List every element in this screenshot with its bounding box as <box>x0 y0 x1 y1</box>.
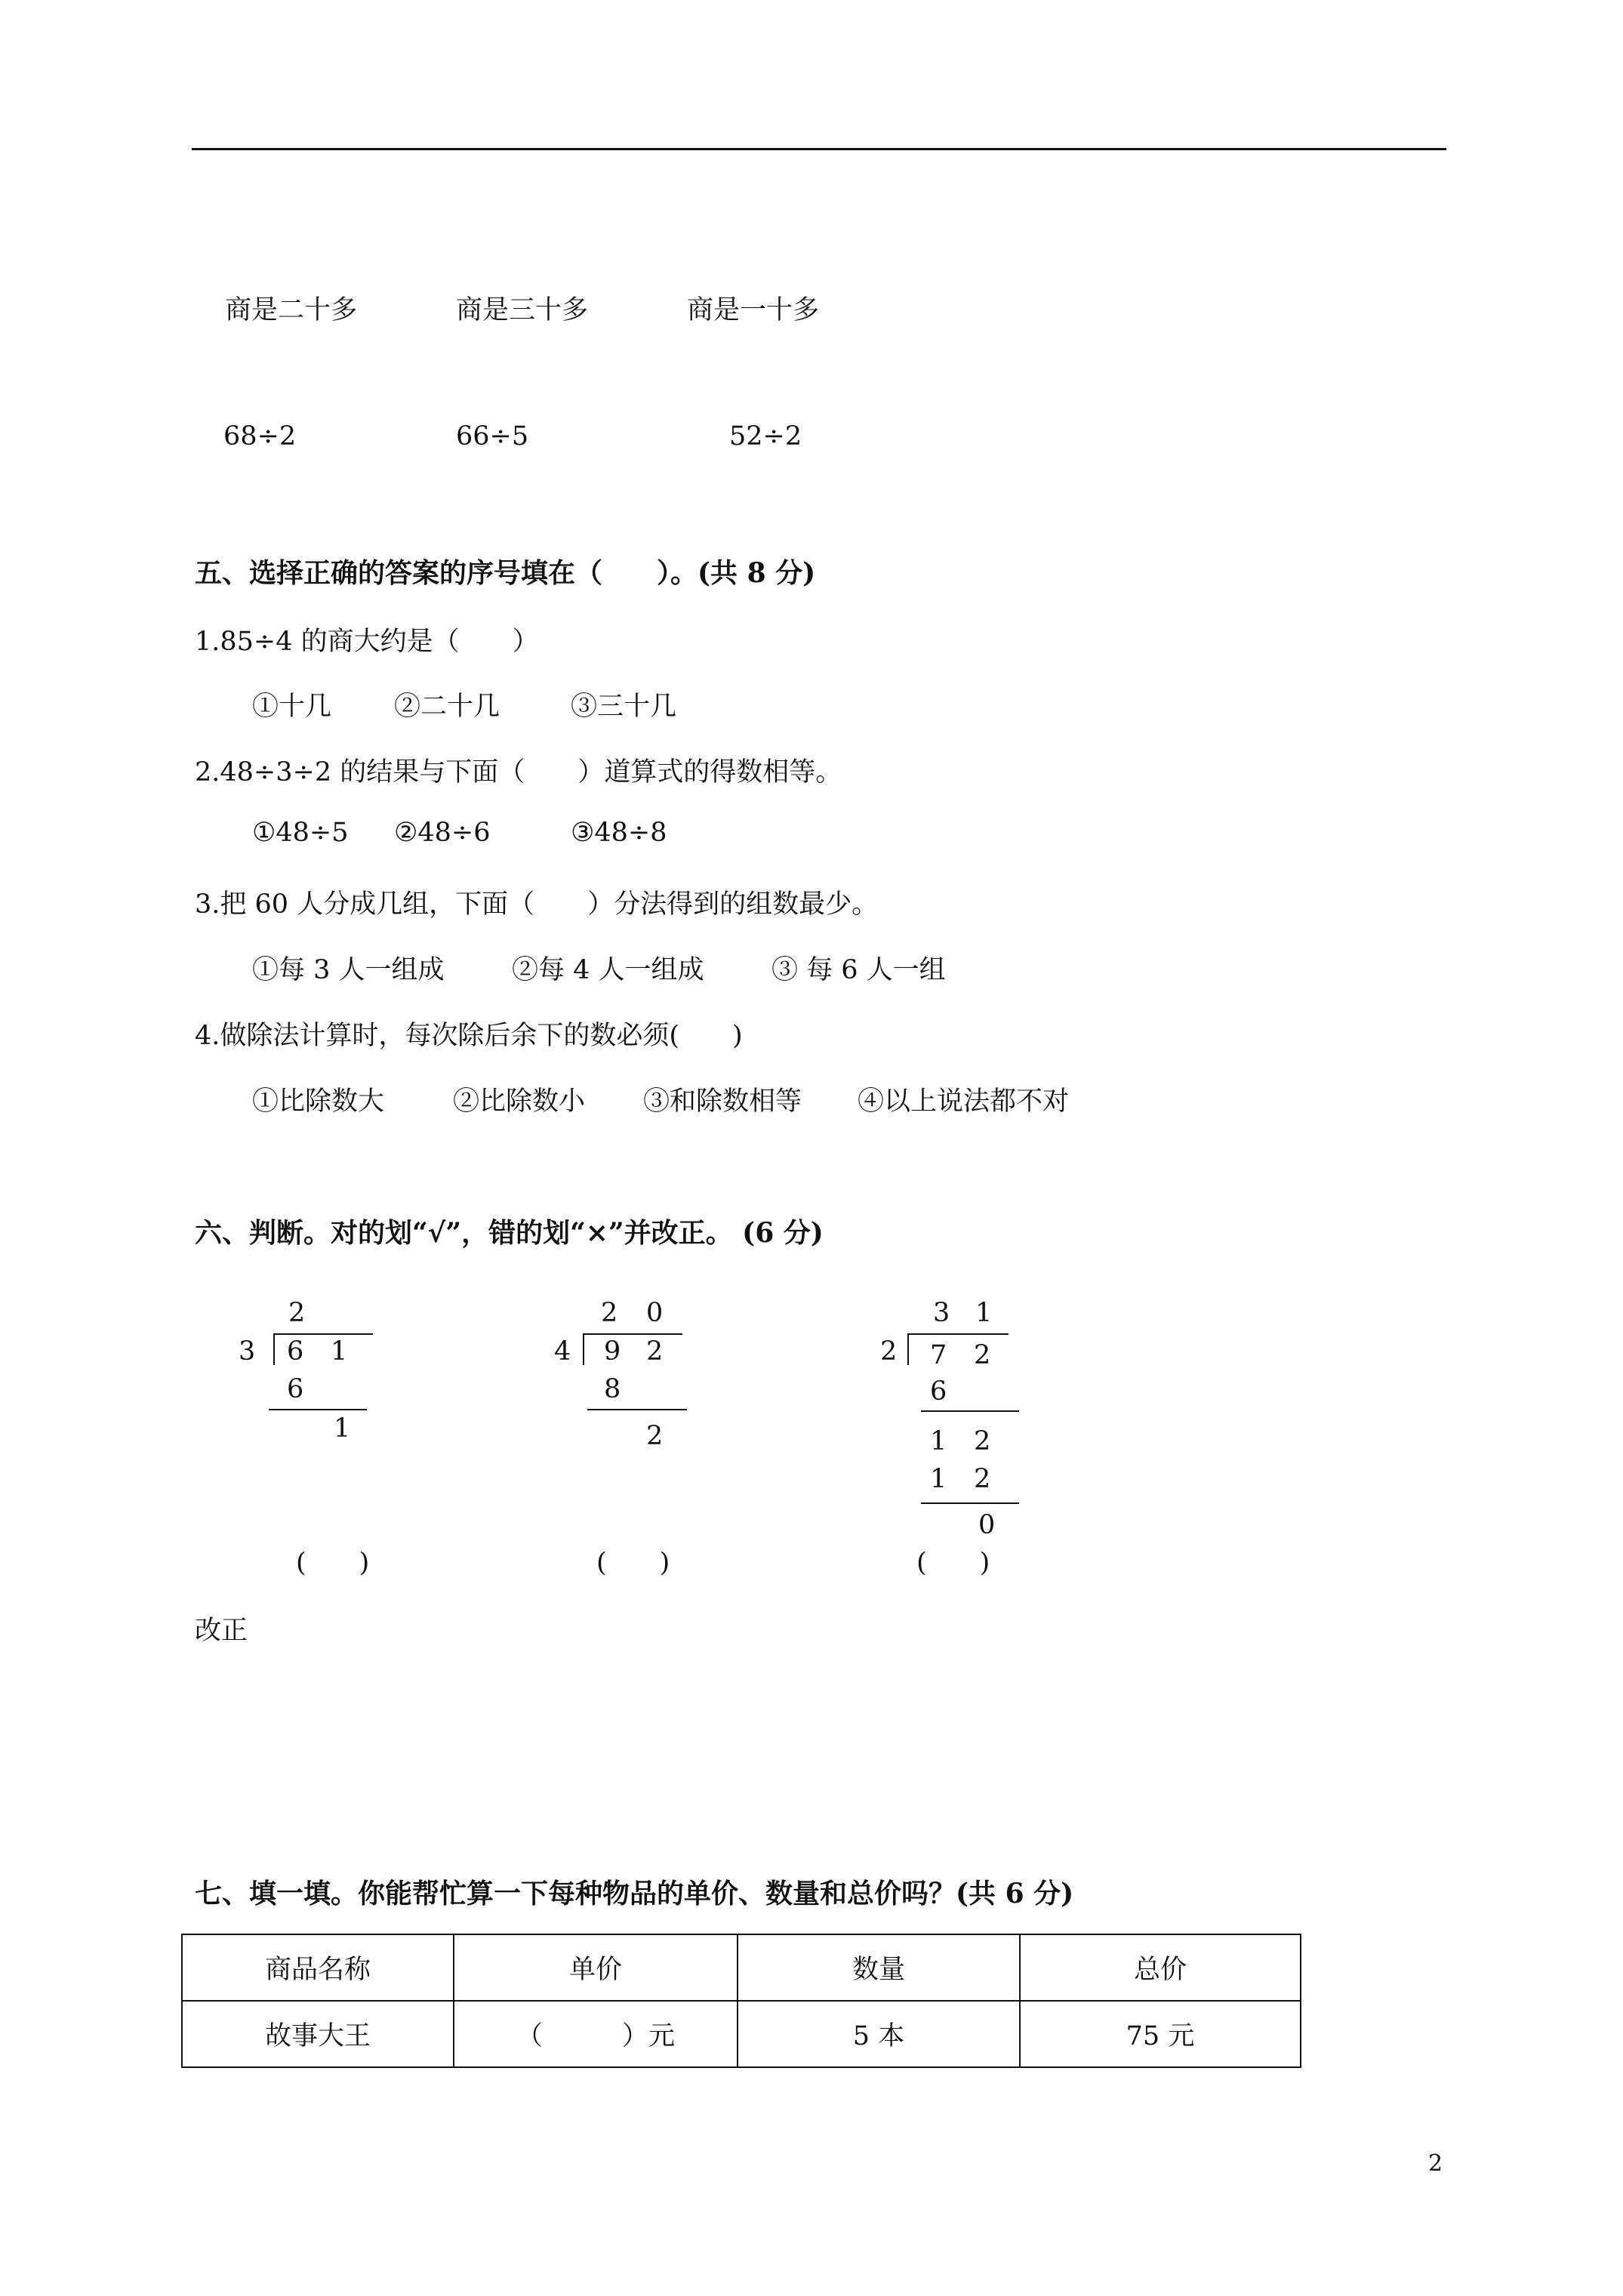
answer-parentheses[interactable]: ( ) <box>296 1548 370 1578</box>
section7-heading: 七、填一填。你能帮忙算一下每种物品的单价、数量和总价吗？(共 6 分) <box>195 1878 1074 1909</box>
division-bracket <box>583 1333 584 1365</box>
subtraction-line <box>921 1502 1019 1504</box>
division-expression: 68÷2 <box>223 421 297 451</box>
step-digit: 2 <box>974 1426 991 1456</box>
option: ①十几 <box>252 692 332 722</box>
table-cell: 5 本 <box>738 2001 1020 2067</box>
division-expression: 66÷5 <box>456 421 529 451</box>
quotient-label: 商是二十多 <box>225 295 358 325</box>
step-digit: 2 <box>974 1464 991 1494</box>
table-header-cell: 数量 <box>738 1934 1020 2001</box>
step-digit: 6 <box>930 1376 947 1407</box>
quotient-digit: 1 <box>975 1298 993 1328</box>
table-cell-answer[interactable]: （ ）元 <box>454 2001 738 2067</box>
table-header-cell: 总价 <box>1020 1934 1301 2001</box>
option: ③三十几 <box>571 692 677 722</box>
remainder-digit: 1 <box>334 1413 351 1444</box>
divisor: 4 <box>554 1336 571 1367</box>
table-header-cell: 单价 <box>454 1934 738 2001</box>
dividend-digit: 9 <box>604 1336 621 1367</box>
step-digit: 6 <box>287 1374 304 1404</box>
division-bracket <box>907 1333 909 1365</box>
subtraction-line <box>587 1409 687 1410</box>
option: ①48÷5 <box>252 818 349 848</box>
subtraction-line <box>269 1409 367 1410</box>
quotient-digit: 2 <box>601 1298 618 1328</box>
division-bar <box>583 1333 682 1335</box>
header-rule <box>192 148 1446 150</box>
table-header-row <box>182 1934 1301 2001</box>
step-digit: 1 <box>930 1464 947 1494</box>
question-stem: 3.把 60 人分成几组，下面（ ）分法得到的组数最少。 <box>195 889 879 920</box>
question-stem: 2.48÷3÷2 的结果与下面（ ）道算式的得数相等。 <box>195 757 842 787</box>
question-stem: 4.做除法计算时，每次除后余下的数必须( ) <box>195 1021 743 1051</box>
table-row <box>182 2001 1301 2067</box>
option: ②48÷6 <box>394 818 491 848</box>
dividend-digit: 7 <box>930 1340 947 1370</box>
option: ①比除数大 <box>252 1086 385 1117</box>
question-stem: 1.85÷4 的商大约是（ ） <box>195 627 539 657</box>
option: ③48÷8 <box>571 818 667 848</box>
quotient-digit: 0 <box>646 1298 664 1328</box>
option: ②每 4 人一组成 <box>512 955 704 985</box>
section5-heading: 五、选择正确的答案的序号填在（ ）。(共 8 分) <box>195 557 816 589</box>
step-digit: 1 <box>930 1426 947 1456</box>
dividend-digit: 2 <box>646 1336 664 1367</box>
section6-heading: 六、判断。对的划“√”，错的划“×”并改正。 (6 分) <box>195 1217 824 1249</box>
price-table <box>181 1934 1301 2068</box>
divisor: 3 <box>239 1336 256 1367</box>
dividend-digit: 6 <box>287 1336 304 1367</box>
step-digit: 8 <box>604 1374 621 1404</box>
division-bar <box>907 1333 1009 1335</box>
table-header-cell: 商品名称 <box>182 1934 454 2001</box>
quotient-label: 商是一十多 <box>687 295 820 325</box>
page-number: 2 <box>1428 2150 1443 2177</box>
dividend-digit: 1 <box>331 1336 348 1367</box>
remainder-digit: 0 <box>978 1510 996 1540</box>
option: ②二十几 <box>394 692 500 722</box>
option: ④以上说法都不对 <box>858 1086 1070 1117</box>
divisor: 2 <box>880 1336 898 1367</box>
quotient-label: 商是三十多 <box>456 295 589 325</box>
subtraction-line <box>921 1410 1019 1412</box>
correction-label: 改正 <box>195 1616 248 1646</box>
option: ②比除数小 <box>453 1086 586 1117</box>
quotient-digit: 2 <box>288 1298 306 1328</box>
option: ①每 3 人一组成 <box>252 955 445 985</box>
division-bracket <box>273 1333 275 1365</box>
answer-parentheses[interactable]: ( ) <box>596 1548 670 1578</box>
option: ③和除数相等 <box>643 1086 802 1117</box>
division-bar <box>273 1333 373 1335</box>
table-cell: 75 元 <box>1020 2001 1301 2067</box>
remainder-digit: 2 <box>646 1421 664 1451</box>
dividend-digit: 2 <box>974 1340 991 1370</box>
division-expression: 52÷2 <box>729 421 802 451</box>
quotient-digit: 3 <box>933 1298 950 1328</box>
option: ③ 每 6 人一组 <box>771 955 946 985</box>
table-cell: 故事大王 <box>182 2001 454 2067</box>
answer-parentheses[interactable]: ( ) <box>916 1548 990 1578</box>
